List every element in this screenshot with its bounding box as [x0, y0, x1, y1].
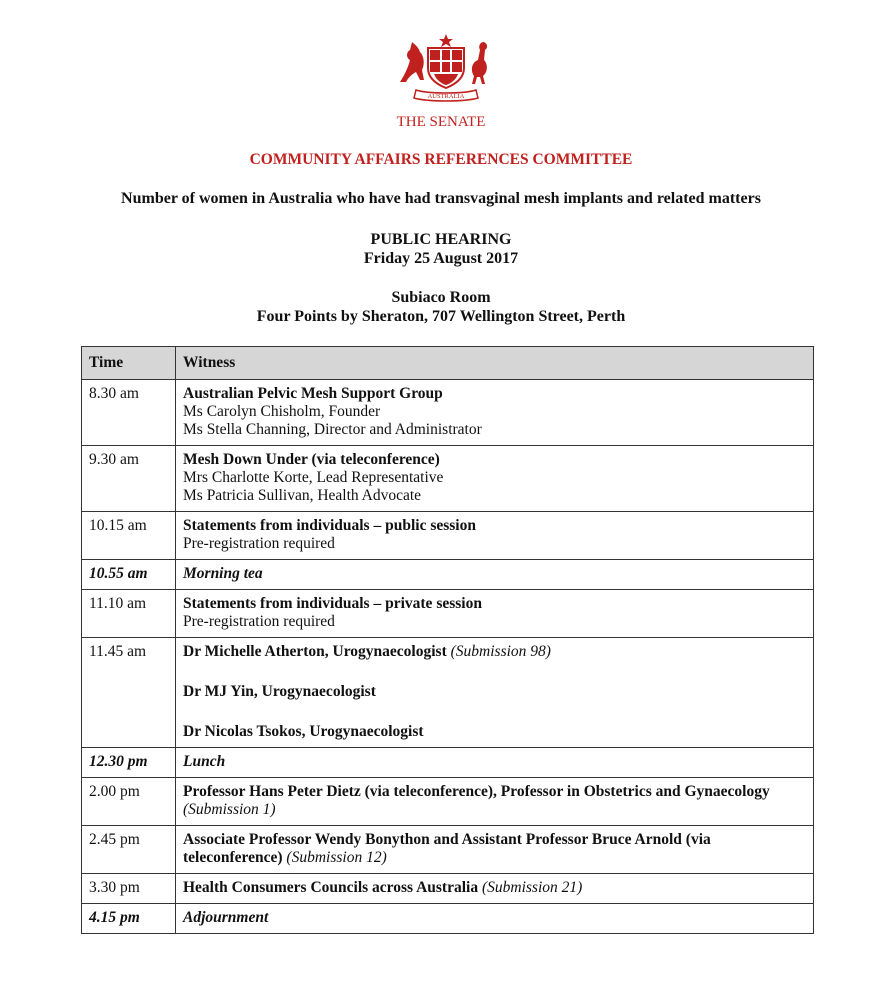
hearing-block — [0, 230, 882, 268]
time-cell: 12.30 pm — [82, 748, 176, 778]
submission-ref: (Submission 98) — [450, 643, 551, 660]
witness-cell — [176, 826, 814, 874]
witness-group: Statements from individuals – private session — [183, 595, 482, 612]
inquiry-title: Number of women in Australia who have had transvaginal mesh implants and related matters — [121, 190, 761, 207]
spacer — [183, 661, 806, 683]
time-column-header: Time — [82, 347, 176, 380]
table-row — [82, 380, 814, 446]
witness-line: Mrs Charlotte Korte, Lead Representative — [183, 469, 444, 486]
witness-line: Ms Stella Channing, Director and Administrator — [183, 421, 482, 438]
time-cell: 11.45 am — [82, 638, 176, 748]
table-row — [82, 778, 814, 826]
submission-ref: (Submission 21) — [481, 879, 583, 896]
table-row — [82, 748, 814, 778]
time-cell: 8.30 am — [82, 380, 176, 446]
witness-cell — [176, 638, 814, 748]
witness-column-header: Witness — [176, 347, 814, 380]
table-row — [82, 826, 814, 874]
time-cell: 2.00 pm — [82, 778, 176, 826]
witness-line: Ms Patricia Sullivan, Health Advocate — [183, 487, 422, 504]
witness-line: Pre-registration required — [183, 535, 335, 552]
coat-of-arms-logo — [398, 34, 494, 104]
spacer — [183, 701, 806, 723]
program-table — [81, 346, 814, 934]
witness-name: Dr Nicolas Tsokos, Urogynaecologist — [183, 723, 424, 740]
table-row — [82, 512, 814, 560]
table-row — [82, 446, 814, 512]
break-cell: Adjournment — [176, 904, 814, 934]
venue-block — [0, 288, 882, 326]
break-cell: Lunch — [176, 748, 814, 778]
time-cell: 10.55 am — [82, 560, 176, 590]
venue-address: Four Points by Sheraton, 707 Wellington Street, Perth — [256, 308, 626, 325]
witness-line: Ms Carolyn Chisholm, Founder — [183, 403, 381, 420]
table-header-row — [82, 347, 814, 380]
table-row — [82, 904, 814, 934]
table-row — [82, 638, 814, 748]
witness-cell — [176, 590, 814, 638]
time-cell: 3.30 pm — [82, 874, 176, 904]
witness-cell — [176, 380, 814, 446]
witness-name: Professor Hans Peter Dietz (via teleconference), Professor in Obstetrics and Gynaecology — [183, 783, 770, 800]
submission-ref: (Submission 1) — [183, 801, 276, 818]
witness-cell — [176, 446, 814, 512]
table-row — [82, 874, 814, 904]
senate-heading: THE SENATE — [396, 114, 486, 130]
time-cell: 2.45 pm — [82, 826, 176, 874]
witness-group: Australian Pelvic Mesh Support Group — [183, 385, 443, 402]
hearing-type: PUBLIC HEARING — [370, 231, 512, 248]
witness-line — [183, 643, 806, 661]
svg-text:AUSTRALIA: AUSTRALIA — [427, 93, 465, 100]
submission-ref: (Submission 12) — [286, 849, 387, 866]
time-cell: 10.15 am — [82, 512, 176, 560]
time-cell: 11.10 am — [82, 590, 176, 638]
hearing-date: Friday 25 August 2017 — [363, 250, 519, 267]
witness-cell — [176, 512, 814, 560]
time-cell: 4.15 pm — [82, 904, 176, 934]
venue-room: Subiaco Room — [391, 289, 491, 306]
witness-name: Health Consumers Councils across Australia — [183, 879, 479, 896]
break-cell: Morning tea — [176, 560, 814, 590]
witness-group: Statements from individuals – public session — [183, 517, 476, 534]
witness-cell — [176, 778, 814, 826]
witness-cell — [176, 874, 814, 904]
witness-line: Pre-registration required — [183, 613, 335, 630]
committee-heading: COMMUNITY AFFAIRS REFERENCES COMMITTEE — [249, 151, 633, 168]
witness-name: Dr Michelle Atherton, Urogynaecologist — [183, 643, 447, 660]
time-cell: 9.30 am — [82, 446, 176, 512]
witness-name: Associate Professor Wendy Bonython and Assistant Professor Bruce Arnold (via teleconference) — [183, 831, 711, 866]
witness-group: Mesh Down Under (via teleconference) — [183, 451, 440, 468]
table-row — [82, 560, 814, 590]
table-row — [82, 590, 814, 638]
witness-name: Dr MJ Yin, Urogynaecologist — [183, 683, 376, 700]
